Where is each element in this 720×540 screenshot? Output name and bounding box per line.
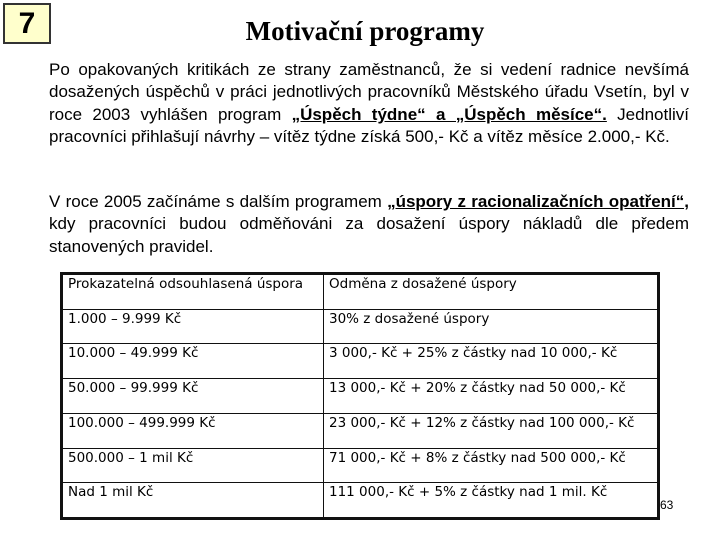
paragraph-text: V roce 2005 začínáme s dalším programem xyxy=(49,192,388,211)
table-cell-savings: 500.000 – 1 mil Kč xyxy=(63,448,324,483)
table-cell-reward: 111 000,- Kč + 5% z částky nad 1 mil. Kč xyxy=(324,483,658,518)
table-cell-reward: 13 000,- Kč + 20% z částky nad 50 000,- Kč xyxy=(324,379,658,414)
reward-table xyxy=(60,272,660,520)
table-cell-reward: 30% z dosažené úspory xyxy=(324,309,658,344)
program-name-emphasis: „Úspěch týdne“ a „Úspěch měsíce“. xyxy=(291,104,607,124)
table-header-cell: Prokazatelná odsouhlasená úspora xyxy=(63,275,324,310)
slide-number-badge: 7 xyxy=(3,3,51,44)
paragraph-text: kdy pracovníci budou odměňováni za dosažení úspory nákladů dle předem stanovených pravidel. xyxy=(49,214,689,256)
table-row xyxy=(63,344,658,379)
table-cell-savings: 50.000 – 99.999 Kč xyxy=(63,379,324,414)
slide-title: Motivační programy xyxy=(245,16,485,46)
program-name-emphasis: „úspory z racionalizačních opatření“, xyxy=(387,192,690,211)
table-cell-savings: 1.000 – 9.999 Kč xyxy=(63,309,324,344)
table-row xyxy=(63,379,658,414)
paragraph-success-program xyxy=(49,59,689,148)
page-number: 63 xyxy=(660,498,674,512)
table-row xyxy=(63,448,658,483)
paragraph-savings-program xyxy=(49,191,689,258)
table-cell-reward: 71 000,- Kč + 8% z částky nad 500 000,- Kč xyxy=(324,448,658,483)
paragraph-text: Jednotliví pracovníci přihlašují návrhy – vítěz týdne získá 500,- Kč a vítěz měsíce 2.000,- Kč. xyxy=(49,104,689,146)
table-row xyxy=(63,309,658,344)
table-row xyxy=(63,483,658,518)
table-cell-savings: 10.000 – 49.999 Kč xyxy=(63,344,324,379)
table-row xyxy=(63,413,658,448)
table-cell-reward: 23 000,- Kč + 12% z částky nad 100 000,- Kč xyxy=(324,413,658,448)
table-cell-savings: 100.000 – 499.999 Kč xyxy=(63,413,324,448)
table-cell-reward: 3 000,- Kč + 25% z částky nad 10 000,- Kč xyxy=(324,344,658,379)
paragraph-text: Po opakovaných kritikách ze strany zaměstnanců, že si vedení radnice nevšímá dosažených úspěchů v práci jednotlivých pracovníků Městského úřadu Vsetín, byl v roce 2003 vyhlášen program xyxy=(49,60,689,124)
table-header-row xyxy=(63,275,658,310)
table-cell-savings: Nad 1 mil Kč xyxy=(63,483,324,518)
table-header-cell: Odměna z dosažené úspory xyxy=(324,275,658,310)
